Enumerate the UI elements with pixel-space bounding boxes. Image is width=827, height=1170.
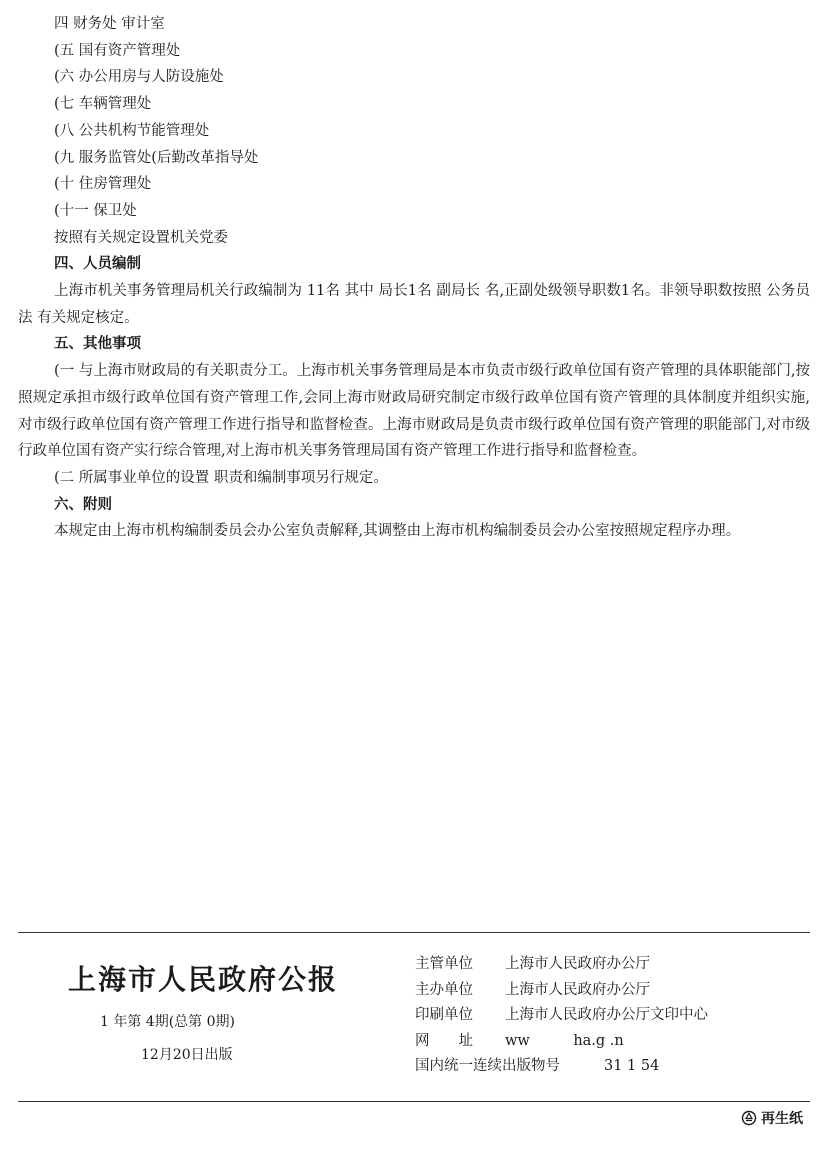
list-item: (五 国有资产管理处 [54,42,181,59]
info-value: 31 1 54 [604,1058,660,1074]
masthead-bottom-rule [18,1101,810,1102]
issue-number: 1 年第 4期(总第 0期) [100,1014,235,1030]
info-row [415,952,708,978]
info-label: 国内统一连续出版物号 [415,1058,560,1074]
section-heading-other: 五、其他事项 [54,335,141,353]
list-item: (六 办公用房与人防设施处 [54,69,224,86]
masthead-title: 上海市人民政府公报 [68,963,339,996]
list-item: (八 公共机构节能管理处 [54,122,210,139]
masthead-top-rule [18,932,810,933]
publication-info [415,952,708,1080]
info-label: 主管单位 [415,956,473,972]
list-item: (七 车辆管理处 [54,96,152,113]
section-heading-staffing: 四、人员编制 [54,255,141,273]
info-value: 上海市人民政府办公厅文印中心 [505,1007,708,1023]
recycled-paper-label: 再生纸 [761,1111,803,1127]
party-committee-line: 按照有关规定设置机关党委 [54,229,228,246]
affiliated-units-paragraph: (二 所属事业单位的设置 职责和编制事项另行规定。 [54,469,388,486]
info-value: ww ha.g .n [505,1032,624,1049]
list-item: (十一 保卫处 [54,202,137,219]
info-label: 印刷单位 [415,1007,473,1023]
info-row [415,978,708,1004]
info-row [415,1054,708,1080]
info-row [415,1003,708,1029]
document-body [18,11,810,545]
list-item: (十 住房管理处 [54,176,152,193]
responsibility-division-paragraph: (一 与上海市财政局的有关职责分工。上海市机关事务管理局是本市负责市级行政单位国有资产管理的具体职能部门,按照规定承担市级行政单位国有资产管理工作,会同上海市财政局研究制定市级行政单位国有资产管理的具体制度并组织实施,对市级行政单位国有资产管理工作进行指导和监督检查。上海市财政局是负责市级行政单位国有资产管理的职能部门,对市级行政单位国有资产实行综合管理,对上海市机关事务管理局国有资产管理工作进行指导和监督检查。 [18,363,810,460]
list-item: 四 财务处 审计室 [54,16,165,32]
recycled-paper-mark [741,1108,803,1128]
appendix-paragraph: 本规定由上海市机构编制委员会办公室负责解释,其调整由上海市机构编制委员会办公室按照规定程序办理。 [54,523,741,540]
info-value: 上海市人民政府办公厅 [505,956,650,972]
publication-date: 12月20日出版 [141,1047,233,1063]
info-value: 上海市人民政府办公厅 [505,981,650,998]
recycle-icon [741,1110,757,1126]
info-row [415,1029,708,1055]
section-heading-appendix: 六、附则 [54,495,112,513]
info-label: 网 址 [415,1032,473,1049]
list-item: (九 服务监管处(后勤改革指导处 [54,149,259,166]
staffing-paragraph: 上海市机关事务管理局机关行政编制为 11名 其中 局长1名 副局长 名,正副处级领导职数1名。非领导职数按照 公务员法 有关规定核定。 [18,283,810,326]
info-label: 主办单位 [415,981,473,998]
